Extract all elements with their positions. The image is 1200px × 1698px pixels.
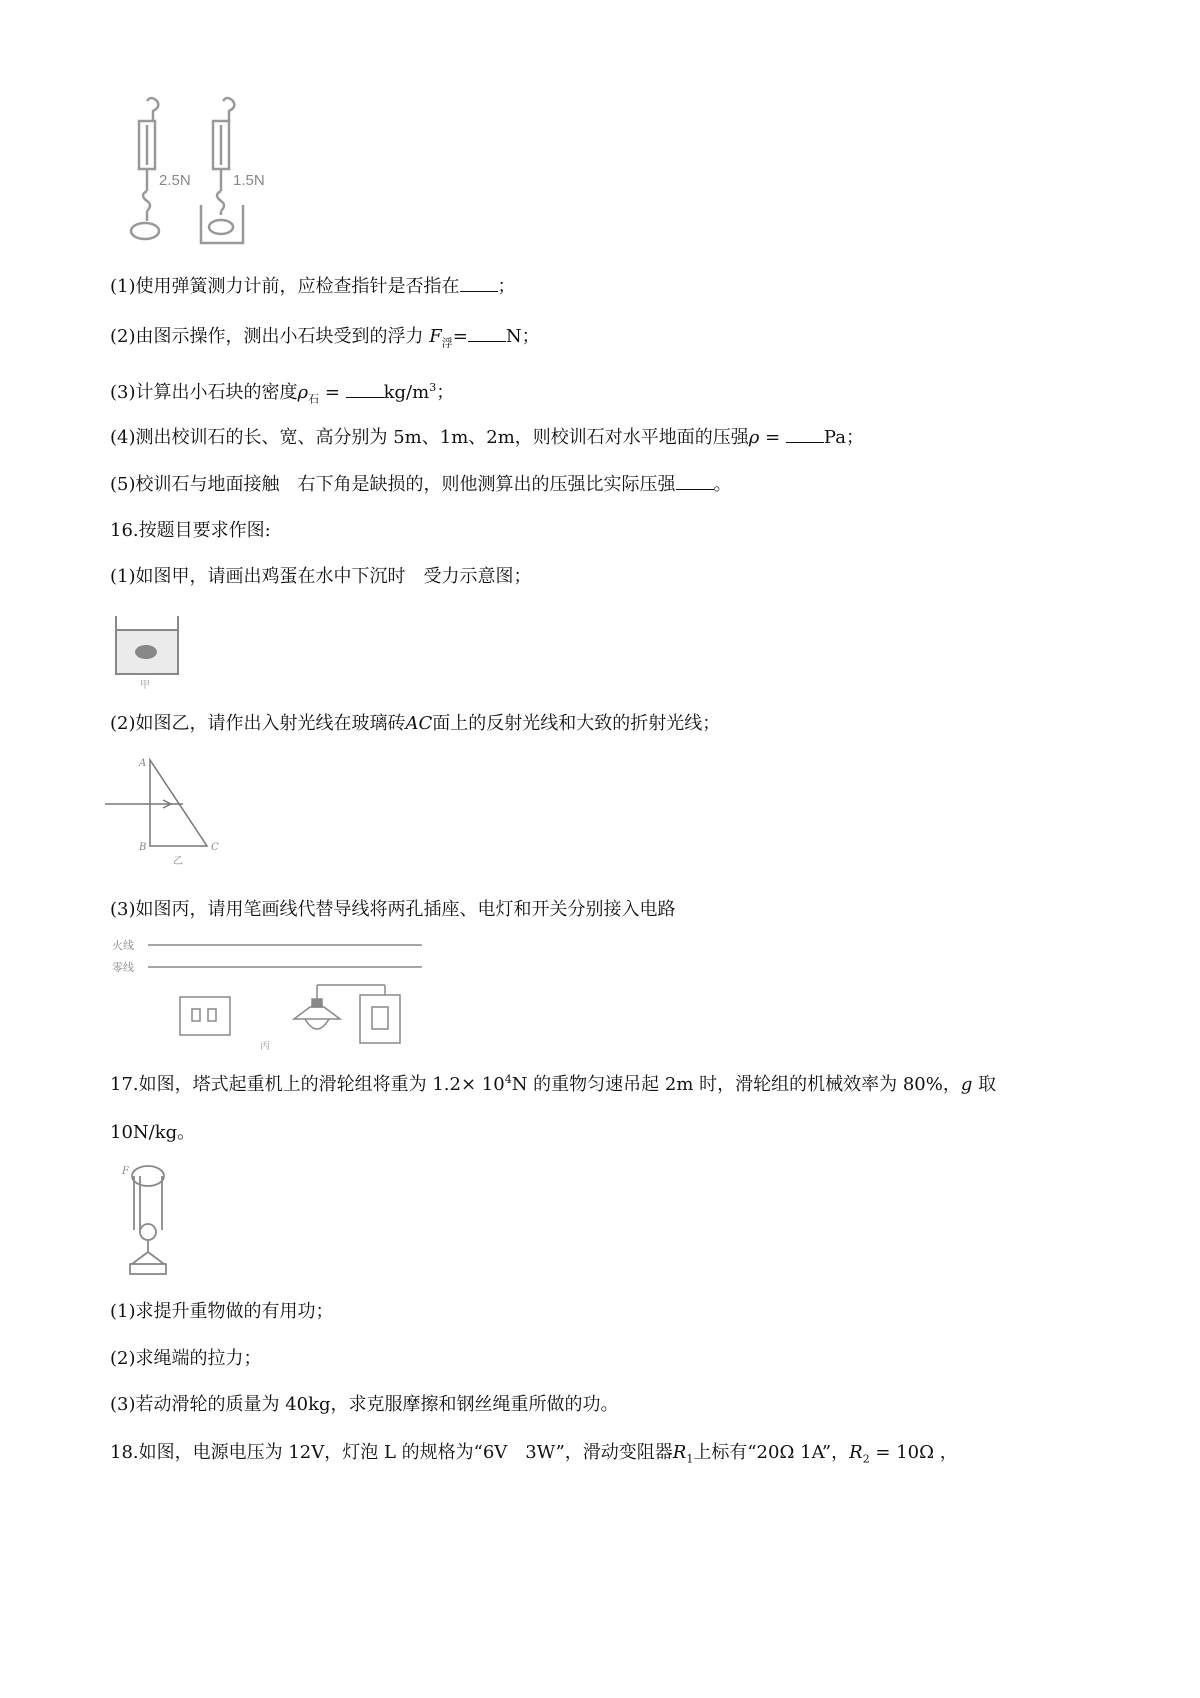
figure-yi <box>105 750 245 868</box>
q17-text-cont: 10N/kg。 <box>110 1122 196 1143</box>
svg-text:A: A <box>139 758 147 769</box>
answer-blank <box>676 473 714 490</box>
live-wire-label: 火线 <box>112 939 134 952</box>
svg-text:甲: 甲 <box>140 680 150 690</box>
svg-text:C: C <box>211 842 219 853</box>
pulley-figure <box>120 1160 200 1275</box>
svg-text:乙: 乙 <box>173 856 183 867</box>
figure-jia <box>110 612 190 690</box>
q17-part1: (1)求提升重物做的有用功； <box>110 1301 334 1322</box>
answer-blank <box>468 325 506 342</box>
q17-part3: (3)若动滑轮的质量为 40kg，求克服摩擦和钢丝绳重所做的功。 <box>110 1394 619 1415</box>
answer-blank <box>786 426 824 443</box>
spring-right-label: 1.5N <box>233 172 265 189</box>
q16-part1: (1)如图甲，请画出鸡蛋在水中下沉时 受力示意图； <box>110 566 532 587</box>
q15-part5: (5)校训石与地面接触 右下角是缺损的，则他测算出的压强比实际压强 。 <box>110 474 732 495</box>
svg-text:F: F <box>122 1166 129 1177</box>
figure-bing <box>110 935 430 1055</box>
svg-text:B: B <box>139 842 147 853</box>
q18-text: 18.如图，电源电压为 12V，灯泡 L 的规格为“6V 3W”，滑动变阻器$R_1$上标有“20Ω 1A”，$R_2 = 10\Omega$ ， <box>110 1442 958 1466</box>
spring-scale-figure <box>125 95 325 255</box>
neutral-wire-label: 零线 <box>112 961 134 974</box>
q15-part3: (3)计算出小石块的密度$\rho_石 = kg/m^3$； <box>110 381 455 406</box>
q15-part1: (1)使用弹簧测力计前，应检查指针是否指在 ； <box>110 276 516 297</box>
q15-part4: (4)测出校训石的长、宽、高分别为 5m、1m、2m，则校训石对水平地面的压强ρ = Pa； <box>110 427 864 448</box>
q17-text: 17.如图，塔式起重机上的滑轮组将重为 $1.2\times 10^4N$ 的重物匀速吊起 2m 时，滑轮组的机械效率为 80%，g 取 <box>110 1073 997 1095</box>
q16-part3: (3)如图丙，请用笔画线代替导线将两孔插座、电灯和开关分别接入电路 <box>110 899 676 920</box>
q17-part2: (2)求绳端的拉力； <box>110 1348 262 1369</box>
q15-part2: (2)由图示操作，测出小石块受到的浮力 $F_浮= N$； <box>110 326 540 350</box>
q16-title: 16.按题目要求作图: <box>110 520 271 541</box>
spring-left-label: 2.5N <box>159 172 191 189</box>
answer-blank <box>346 381 384 398</box>
answer-blank <box>460 275 498 292</box>
svg-text:丙: 丙 <box>260 1041 270 1052</box>
q16-part2: (2)如图乙，请作出入射光线在玻璃砖AC面上的反射光线和大致的折射光线； <box>110 713 721 734</box>
